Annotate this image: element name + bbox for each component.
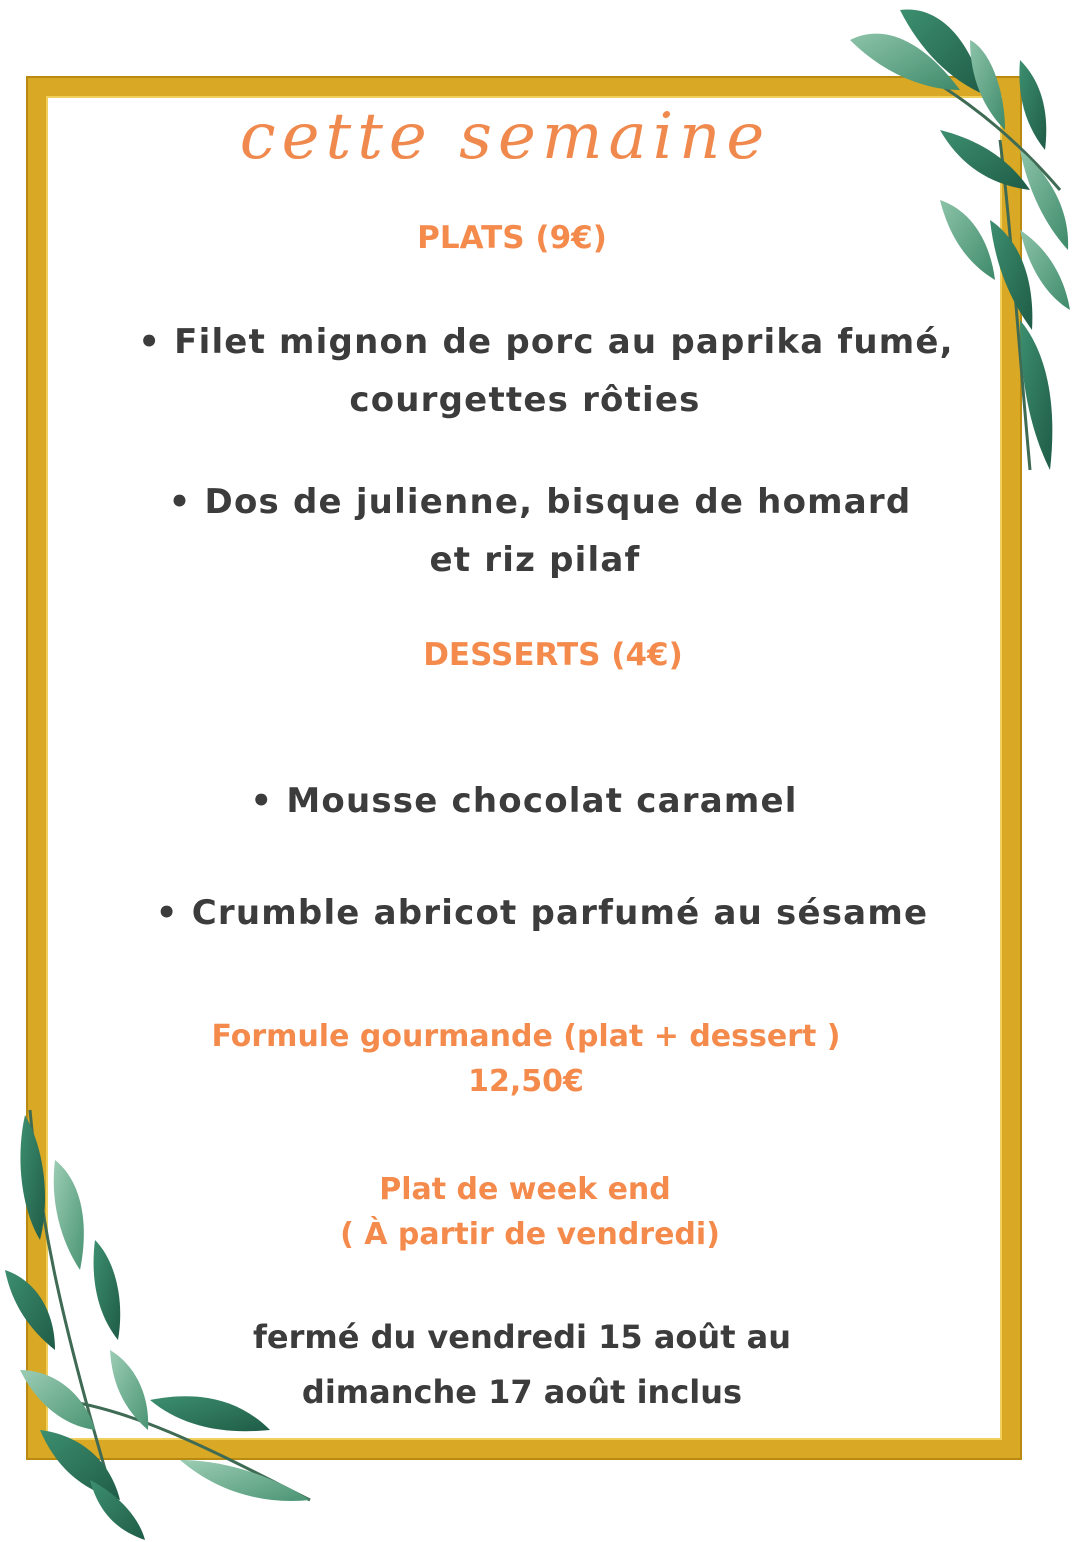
plat-2-line-1: • Dos de julienne, bisque de homard [168,482,912,522]
plats-heading: PLATS (9€) [417,220,607,256]
weekend-note: ( À partir de vendredi) [340,1217,720,1252]
page-title: cette semaine [239,100,771,174]
plat-2-line-2: et riz pilaf [429,540,641,580]
desserts-heading: DESSERTS (4€) [423,637,683,673]
plat-1-line-2: courgettes rôties [349,380,701,420]
formule-label: Formule gourmande (plat + dessert ) [211,1019,841,1054]
plat-1-line-1: • Filet mignon de porc au paprika fumé, [138,322,954,362]
dessert-2: • Crumble abricot parfumé au sésame [155,893,929,933]
closure-line-2: dimanche 17 août inclus [301,1373,743,1411]
formule-price: 12,50€ [468,1064,584,1099]
closure-line-1: fermé du vendredi 15 août au [252,1318,791,1356]
weekend-label: Plat de week end [379,1172,671,1207]
dessert-1: • Mousse chocolat caramel [250,781,798,821]
